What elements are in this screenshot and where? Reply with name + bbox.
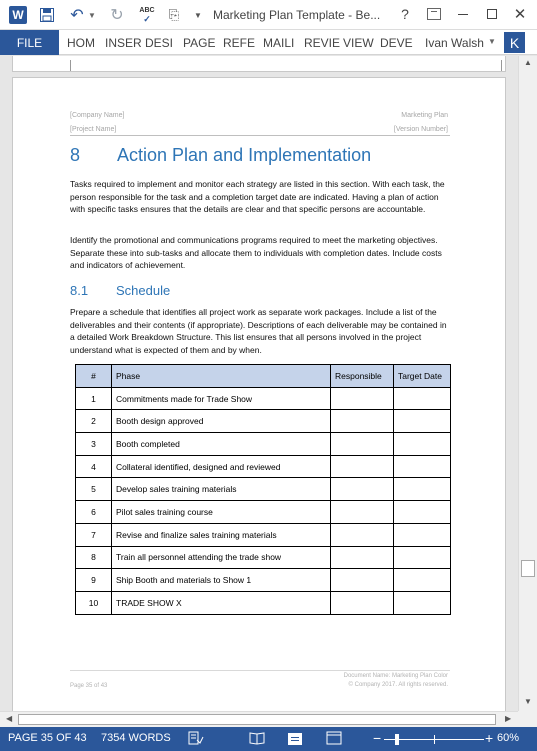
header-project: [Project Name] (70, 126, 117, 133)
footer-doc-name: Document Name: Marketing Plan Color (343, 673, 448, 679)
zoom-center-mark (434, 735, 435, 744)
row-number: 8 (76, 546, 112, 569)
footer-rule (70, 670, 450, 671)
help-icon[interactable]: ? (401, 6, 409, 22)
row-number: 10 (76, 591, 112, 614)
save-icon[interactable] (38, 5, 56, 25)
table-row (76, 410, 451, 433)
target-date-cell[interactable] (394, 523, 451, 546)
tab-insert[interactable]: INSER (105, 35, 142, 50)
web-layout-icon[interactable] (326, 731, 342, 748)
responsible-cell[interactable] (331, 478, 394, 501)
document-page[interactable] (12, 77, 506, 711)
zoom-in-button[interactable]: + (485, 730, 494, 746)
scroll-right-icon[interactable]: ▶ (505, 714, 512, 723)
window-title: Marketing Plan Template - Be... (213, 8, 381, 22)
column-header: Responsible (331, 365, 394, 388)
format-icon[interactable]: ⎘ (168, 7, 180, 22)
phase-cell[interactable]: Commitments made for Trade Show (112, 387, 331, 410)
status-bar (0, 727, 537, 751)
responsible-cell[interactable] (331, 501, 394, 524)
previous-page-bottom (12, 56, 506, 72)
vertical-scroll-thumb[interactable] (521, 560, 535, 577)
phase-cell[interactable]: Train all personnel attending the trade show (112, 546, 331, 569)
target-date-cell[interactable] (394, 546, 451, 569)
header-doc-title: Marketing Plan (401, 112, 448, 119)
subheading-title: Schedule (116, 283, 171, 298)
responsible-cell[interactable] (331, 410, 394, 433)
horizontal-scrollbar[interactable] (0, 711, 518, 727)
phase-cell[interactable]: Ship Booth and materials to Show 1 (112, 569, 331, 592)
row-number: 2 (76, 410, 112, 433)
target-date-cell[interactable] (394, 455, 451, 478)
phase-cell[interactable]: Revise and finalize sales training materials (112, 523, 331, 546)
title-bar (0, 0, 537, 30)
ribbon-tabs (0, 30, 537, 55)
responsible-cell[interactable] (331, 569, 394, 592)
column-header: Target Date (394, 365, 451, 388)
table-row (76, 433, 451, 456)
phase-cell[interactable]: Develop sales training materials (112, 478, 331, 501)
table-row (76, 387, 451, 410)
proofing-icon[interactable] (188, 731, 204, 748)
row-number: 1 (76, 387, 112, 410)
tab-design[interactable]: DESI (145, 35, 174, 50)
header-version: [Version Number] (393, 126, 448, 133)
tab-page-layout[interactable]: PAGE (183, 35, 216, 50)
row-number: 6 (76, 501, 112, 524)
table-row (76, 523, 451, 546)
user-name[interactable]: Ivan Walsh (425, 35, 484, 50)
paragraph: Identify the promotional and communications programs required to meet the marketing objectives. Separate these into sub-tasks and allocate them to individuals with completion dates. Include costs and indicators of achievement. (70, 235, 442, 271)
target-date-cell[interactable] (394, 387, 451, 410)
vertical-scrollbar[interactable] (518, 56, 537, 711)
target-date-cell[interactable] (394, 433, 451, 456)
target-date-cell[interactable] (394, 591, 451, 614)
footer-copyright: © Company 2017. All rights reserved. (348, 682, 448, 688)
user-dropdown-icon[interactable]: ▼ (488, 37, 496, 46)
tab-file[interactable]: FILE (0, 30, 59, 55)
spelling-icon[interactable]: ABC ✓ (139, 7, 155, 24)
redo-icon[interactable]: ↻ (110, 7, 124, 24)
row-number: 4 (76, 455, 112, 478)
heading-number: 8 (70, 145, 81, 165)
word-logo-icon[interactable]: W (9, 6, 27, 24)
page-title: Action Plan and Implementation (117, 145, 372, 165)
responsible-cell[interactable] (331, 546, 394, 569)
word-count-status[interactable]: 7354 WORDS (101, 732, 171, 744)
column-header: Phase (112, 365, 331, 388)
table-header-row (76, 365, 451, 388)
page-count-status[interactable]: PAGE 35 OF 43 (8, 732, 87, 744)
target-date-cell[interactable] (394, 501, 451, 524)
tab-references[interactable]: REFE (223, 35, 256, 50)
paragraph: Tasks required to implement and monitor each strategy are listed in this section. With each task, the person responsible for the task and a completion target date are indicated. Having a plan of action with specific tasks ensures that the details are clear and that specific persons are accountable. (70, 179, 445, 215)
zoom-out-button[interactable]: − (373, 730, 382, 746)
footer-page-number: Page 35 of 43 (70, 683, 108, 689)
spelling-label: ABC (139, 7, 155, 14)
scroll-left-icon[interactable]: ◀ (6, 714, 13, 723)
tab-view[interactable]: VIEW (343, 35, 374, 50)
header-rule (70, 135, 450, 136)
scroll-down-icon[interactable]: ▼ (524, 697, 532, 706)
header-company: [Company Name] (70, 112, 125, 119)
target-date-cell[interactable] (394, 478, 451, 501)
phase-cell[interactable]: TRADE SHOW X (112, 591, 331, 614)
responsible-cell[interactable] (331, 455, 394, 478)
row-number: 3 (76, 433, 112, 456)
phase-cell[interactable]: Collateral identified, designed and reviewed (112, 455, 331, 478)
table-row (76, 569, 451, 592)
table-row (76, 591, 451, 614)
responsible-cell[interactable] (331, 387, 394, 410)
column-header: # (76, 365, 112, 388)
phase-cell[interactable]: Pilot sales training course (112, 501, 331, 524)
row-number: 9 (76, 569, 112, 592)
scroll-up-icon[interactable]: ▲ (524, 58, 532, 67)
close-icon[interactable]: ✕ (513, 6, 527, 23)
read-mode-icon[interactable] (249, 731, 265, 748)
phase-cell[interactable]: Booth design approved (112, 410, 331, 433)
table-row (76, 546, 451, 569)
row-number: 7 (76, 523, 112, 546)
phase-cell[interactable]: Booth completed (112, 433, 331, 456)
ribbon-display-options-icon[interactable] (427, 8, 441, 20)
responsible-cell[interactable] (331, 523, 394, 546)
undo-dropdown-icon[interactable]: ▼ (88, 10, 96, 20)
zoom-slider-thumb[interactable] (395, 734, 399, 745)
target-date-cell[interactable] (394, 569, 451, 592)
maximize-icon[interactable] (487, 9, 497, 19)
tab-mailings[interactable]: MAILI (263, 35, 295, 50)
schedule-table[interactable] (75, 364, 451, 615)
target-date-cell[interactable] (394, 410, 451, 433)
zoom-level[interactable]: 60% (497, 732, 520, 744)
table-row (76, 455, 451, 478)
row-number: 5 (76, 478, 112, 501)
avatar[interactable]: K (504, 32, 525, 53)
subheading-number: 8.1 (70, 283, 89, 298)
tab-home[interactable]: HOM (67, 35, 95, 50)
responsible-cell[interactable] (331, 433, 394, 456)
tab-review[interactable]: REVIE (304, 35, 341, 50)
paragraph: Prepare a schedule that identifies all project work as separate work packages. Include a list of the deliverables and their contents (if appropriate). Descriptions of each deliverable may be contained in a detailed Work Breakdown Structure. This list ensures that all persons involved in the project understand what is expected of them and by when. (70, 307, 447, 355)
customize-qat-icon[interactable]: ▼ (194, 10, 202, 20)
tab-developer[interactable]: DEVE (380, 35, 413, 50)
minimize-icon[interactable] (458, 14, 468, 15)
scrollbar-corner (518, 711, 537, 727)
margin-mark (501, 60, 502, 71)
undo-icon[interactable]: ↶ (70, 7, 84, 24)
table-row (76, 501, 451, 524)
horizontal-scroll-thumb[interactable] (18, 714, 496, 725)
responsible-cell[interactable] (331, 591, 394, 614)
margin-mark (70, 60, 71, 71)
table-row (76, 478, 451, 501)
print-layout-icon[interactable] (288, 733, 302, 745)
document-area[interactable] (0, 56, 518, 711)
